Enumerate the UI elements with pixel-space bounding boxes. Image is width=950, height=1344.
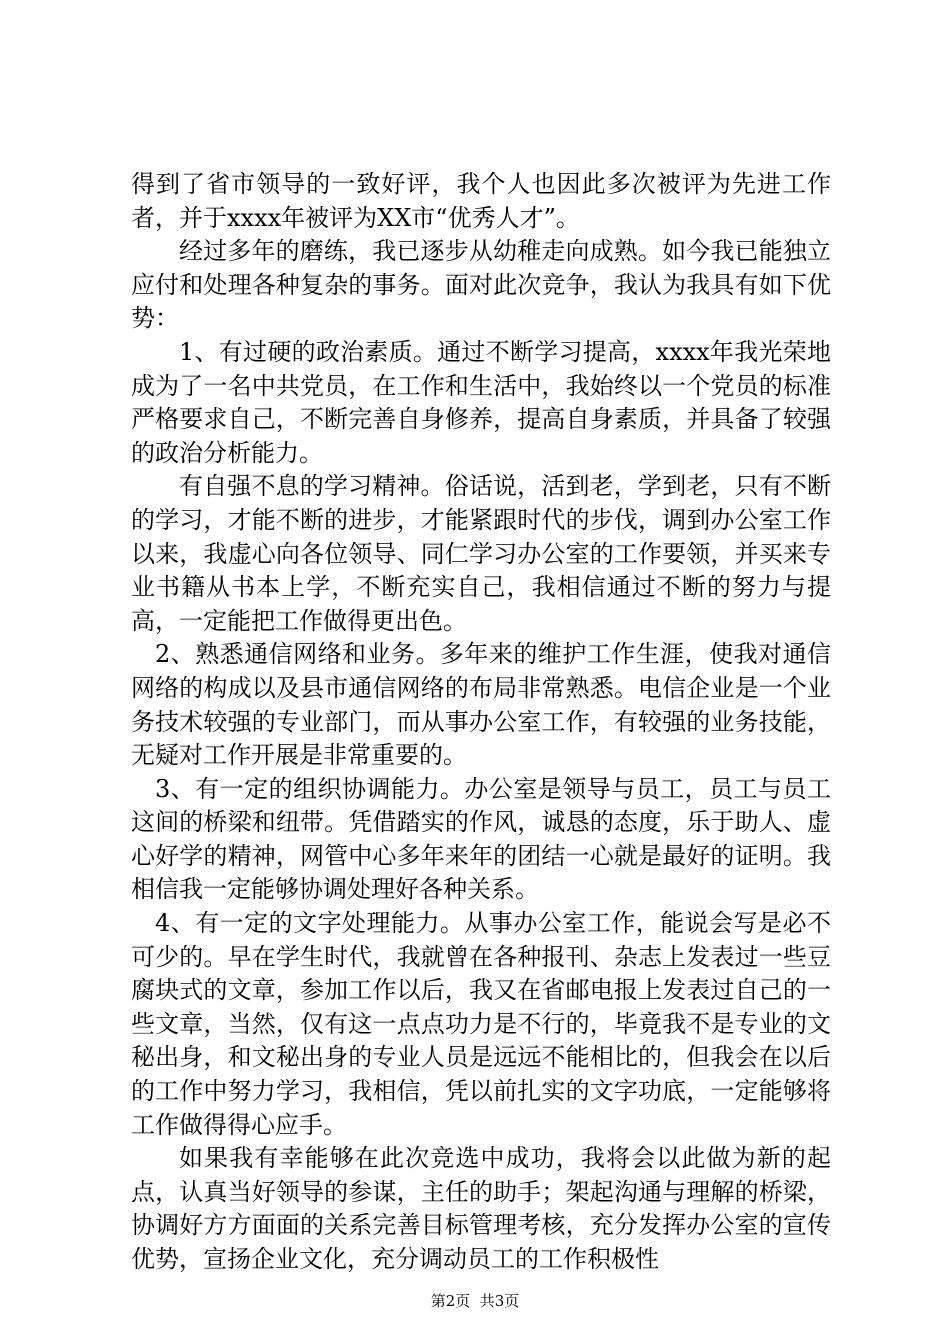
- page-footer: 第2页 共3页: [430, 1292, 520, 1310]
- paragraph-7: 4、有一定的文字处理能力。从事办公室工作，能说会写是必不可少的。早在学生时代，我就曾在各种报刊、杂志上发表过一些豆腐块式的文章，参加工作以后，我又在省邮电报上发表过自己的一些文章，当然，仅有这一点点功力是不行的，毕竟我不是专业的文秘出身，和文秘出身的专业人员是远远不能相比的，但我会在以后的工作中努力学习，我相信，凭以前扎实的文字功底，一定能够将工作做得得心应手。: [131, 909, 831, 1139]
- document-body: [131, 168, 831, 1277]
- paragraph-1: 得到了省市领导的一致好评，我个人也因此多次被评为先进工作者，并于xxxx年被评为XX市“优秀人才”。: [131, 170, 831, 232]
- paragraph-6: 3、有一定的组织协调能力。办公室是领导与员工，员工与员工这间的桥梁和纽带。凭借踏实的作风，诚恳的态度，乐于助人、虚心好学的精神，网管中心多年来年的团结一心就是最好的证明。我相信我一定能够协调处理好各种关系。: [131, 774, 831, 904]
- paragraph-2: 经过多年的磨练，我已逐步从幼稚走向成熟。如今我已能独立应付和处理各种复杂的事务。面对此次竞争，我认为我具有如下优势：: [131, 237, 831, 333]
- paragraph-3: 1、有过硬的政治素质。通过不断学习提高，xxxx年我光荣地成为了一名中共党员，在工作和生活中，我始终以一个党员的标准严格要求自己，不断完善自身修养，提高自身素质，并具备了较强的政治分析能力。: [131, 337, 831, 467]
- paragraph-4: 有自强不息的学习精神。俗话说，活到老，学到老，只有不断的学习，才能不断的进步，才能紧跟时代的步伐，调到办公室工作以来，我虚心向各位领导、同仁学习办公室的工作要领，并买来专业书籍从书本上学，不断充实自己，我相信通过不断的努力与提高，一定能把工作做得更出色。: [131, 472, 831, 635]
- paragraph-8: 如果我有幸能够在此次竞选中成功，我将会以此做为新的起点，认真当好领导的参谋，主任的助手；架起沟通与理解的桥梁，协调好方方面面的关系完善目标管理考核，充分发挥办公室的宣传优势，宣扬企业文化，充分调动员工的工作积极性: [131, 1144, 831, 1273]
- paragraph-5: 2、熟悉通信网络和业务。多年来的维护工作生涯，使我对通信网络的构成以及县市通信网络的布局非常熟悉。电信企业是一个业务技术较强的专业部门，而从事办公室工作，有较强的业务技能，无疑对工作开展是非常重要的。: [131, 640, 831, 770]
